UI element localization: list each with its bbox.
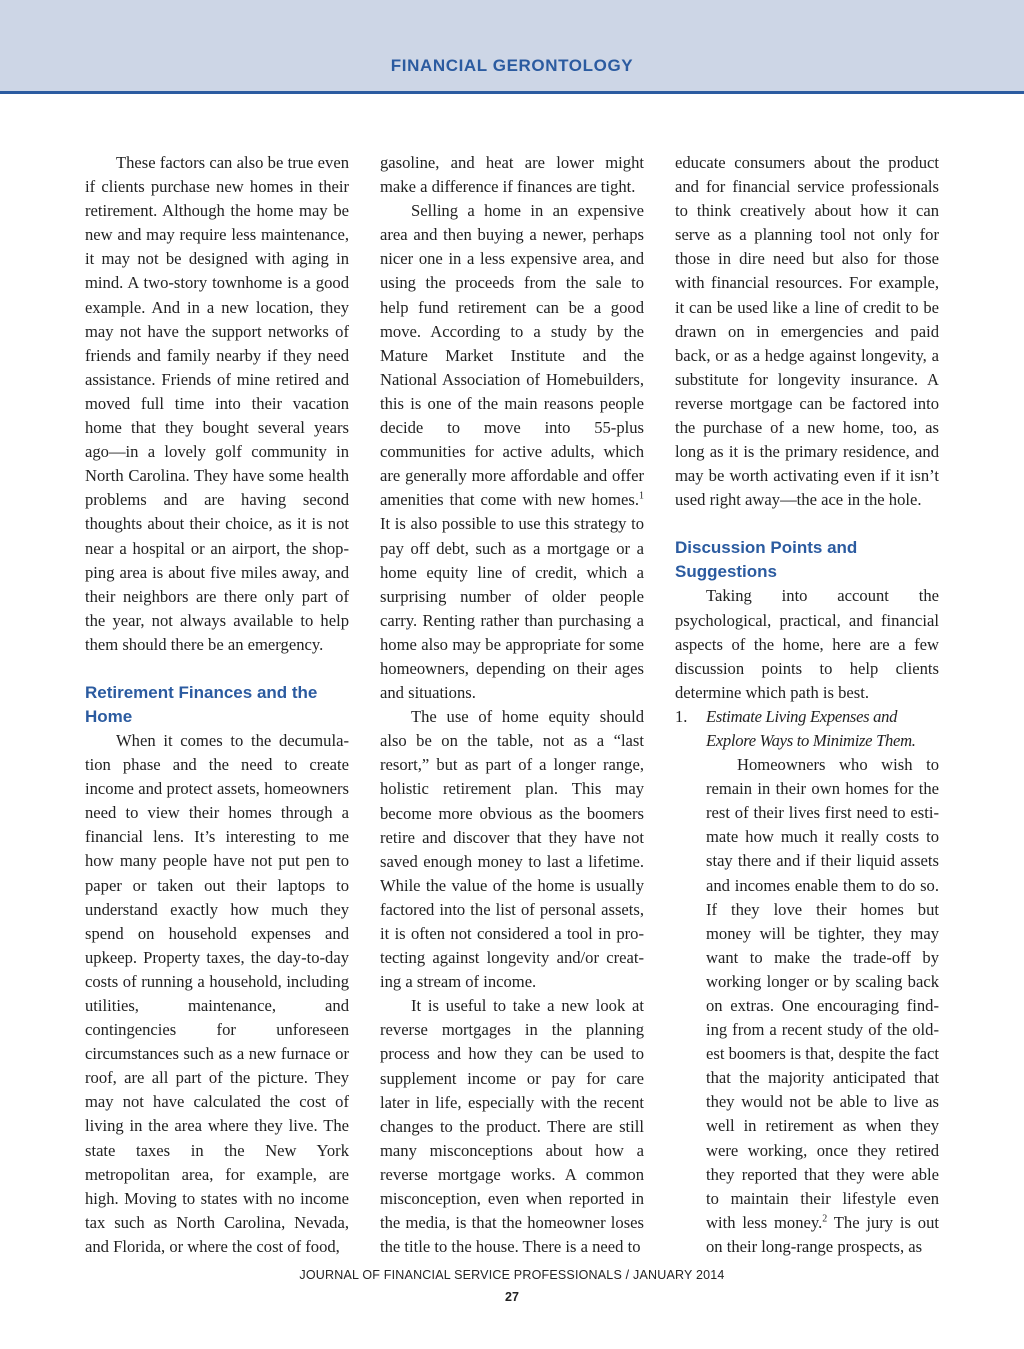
column-1 (85, 151, 349, 1259)
footnote-marker: 1 (639, 490, 644, 502)
paragraph (380, 199, 644, 705)
column-3 (675, 151, 939, 1259)
paragraph: Taking into account the psychological, practical, and financial aspects of the home, here are a few discussion points to help clients determine which path is best. (675, 586, 939, 702)
journal-footer: JOURNAL OF FINANCIAL SERVICE PROFESSIONALS / JANUARY 2014 (299, 1268, 725, 1282)
list-number: 1. (675, 706, 688, 726)
section-heading: Retirement Finances and the Home (85, 682, 318, 726)
column-2 (380, 151, 644, 1259)
paragraph: It is useful to take a new look at reverse mortgages in the planning process and how they can be used to supplement income or pay for care later in life, especially with the recent changes to the product. There are still many misconceptions about how a reverse mortgage works. A common misconception, even when reported in the media, is that the homeowner loses the title to the house. There is a need to (380, 996, 644, 1257)
header-rule (0, 91, 1024, 94)
paragraph-text: Homeowners who wish to remain in their own homes for the rest of their lives first need to estimate how much it really costs to stay there and if their liquid assets and incomes enable them to do so. If they love their homes but money will be tighter, they may want to make the trade-off by working longer or by scaling back on extras. One encouraging finding from a recent study of the oldest boomers is that, despite the fact that the majority anticipated that they would not be able to live as well in retirement as when they were working, once they retired they reported that they were able to maintain their lifestyle even with less money. (706, 755, 939, 1232)
paragraph: When it comes to the decumulation phase and the need to create income and protect assets, homeowners need to view their homes through a financial lens. It’s interesting to me how many people have not put pen to paper or taken out their laptops to understand exactly how much they spend on household expenses and upkeep. Property taxes, the day-to-day costs of running a household, including utilities, maintenance, and contingencies for unforeseen circumstances such as a new furnace or roof, are all part of the picture. They may not have calculated the cost of living in the area where they live. The state taxes in the New York metropolitan area, for example, are high. Moving to states with no income tax such as North Carolina, Nevada, and Florida, or where the cost of food, (85, 730, 349, 1256)
page-number: 27 (505, 1290, 519, 1304)
paragraph-text: Selling a home in an expensive area and then buying a newer, perhaps nicer one in a less expensive area, and using the proceeds from the sale to help fund retirement can be a good move. According to a study by the Mature Market Institute and the National Association of Homebuilders, this is one of the main reasons people decide to move into 55-plus communities for active adults, which are generally more affordable and offer amenities that come with new homes. (380, 201, 644, 510)
paragraph: These factors can also be true even if clients purchase new homes in their retirement. Although the home may be new and may require less maintenance, it may not be designed with aging in mind. A two-story townhome is a good example. And in a new location, they may not have the support networks of friends and family nearby if they need assistance. Friends of mine retired and moved full time into their vacation home that they bought several years ago—in a lovely golf community in North Carolina. They have some health problems and are having second thoughts about their choice, as it is not near a hospital or an airport, the shopping area is about five miles away, and their neighbors are there only part of the year, not always available to help them should there be an emergency. (85, 153, 349, 654)
footnote-marker: 2 (822, 1213, 828, 1225)
section-title: FINANCIAL GERONTOLOGY (390, 56, 634, 75)
paragraph: The use of home equity should also be on the table, not as a “last resort,” but as part of a longer range, holistic retirement plan. This may become more obvious as the boomers retire and discover that they have not saved enough money to last a lifetime. While the value of the home is usually factored into the list of personal assets, it is often not considered a tool in protecting against longevity and/or creating a stream of income. (380, 707, 644, 992)
paragraph: educate consumers about the product and for financial service professionals to think creatively about how it can serve as a planning tool not only for those in dire need but also for those with financial resources. For example, it can be used like a line of credit to be drawn on in emergencies and paid back, or as a hedge against longevity, a substitute for longevity insurance. A reverse mortgage can be factored into the purchase of a new home, too, as long as it is the primary residence, and may be worth activating even if it isn’t used right away—the ace in the hole. (675, 153, 939, 510)
list-item (675, 705, 939, 1259)
paragraph: gasoline, and heat are lower might make a difference if finances are tight. (380, 153, 644, 197)
header-band (0, 0, 1024, 91)
list-item-title: Estimate Living Expenses and Explore Ways to Minimize Them. (706, 706, 916, 750)
paragraph-text: The jury is out on their long-range prospects, as (706, 1212, 939, 1256)
paragraph (706, 753, 939, 1259)
section-heading: Discussion Points and Suggestions (675, 538, 858, 582)
paragraph-text: It is also possible to use this strategy to pay off debt, such as a mortgage or a home equity line of credit, which a surprising number of older people carry. Renting rather than purchasing a home also may be appropriate for some homeowners, depending on their ages and situations. (380, 514, 644, 703)
